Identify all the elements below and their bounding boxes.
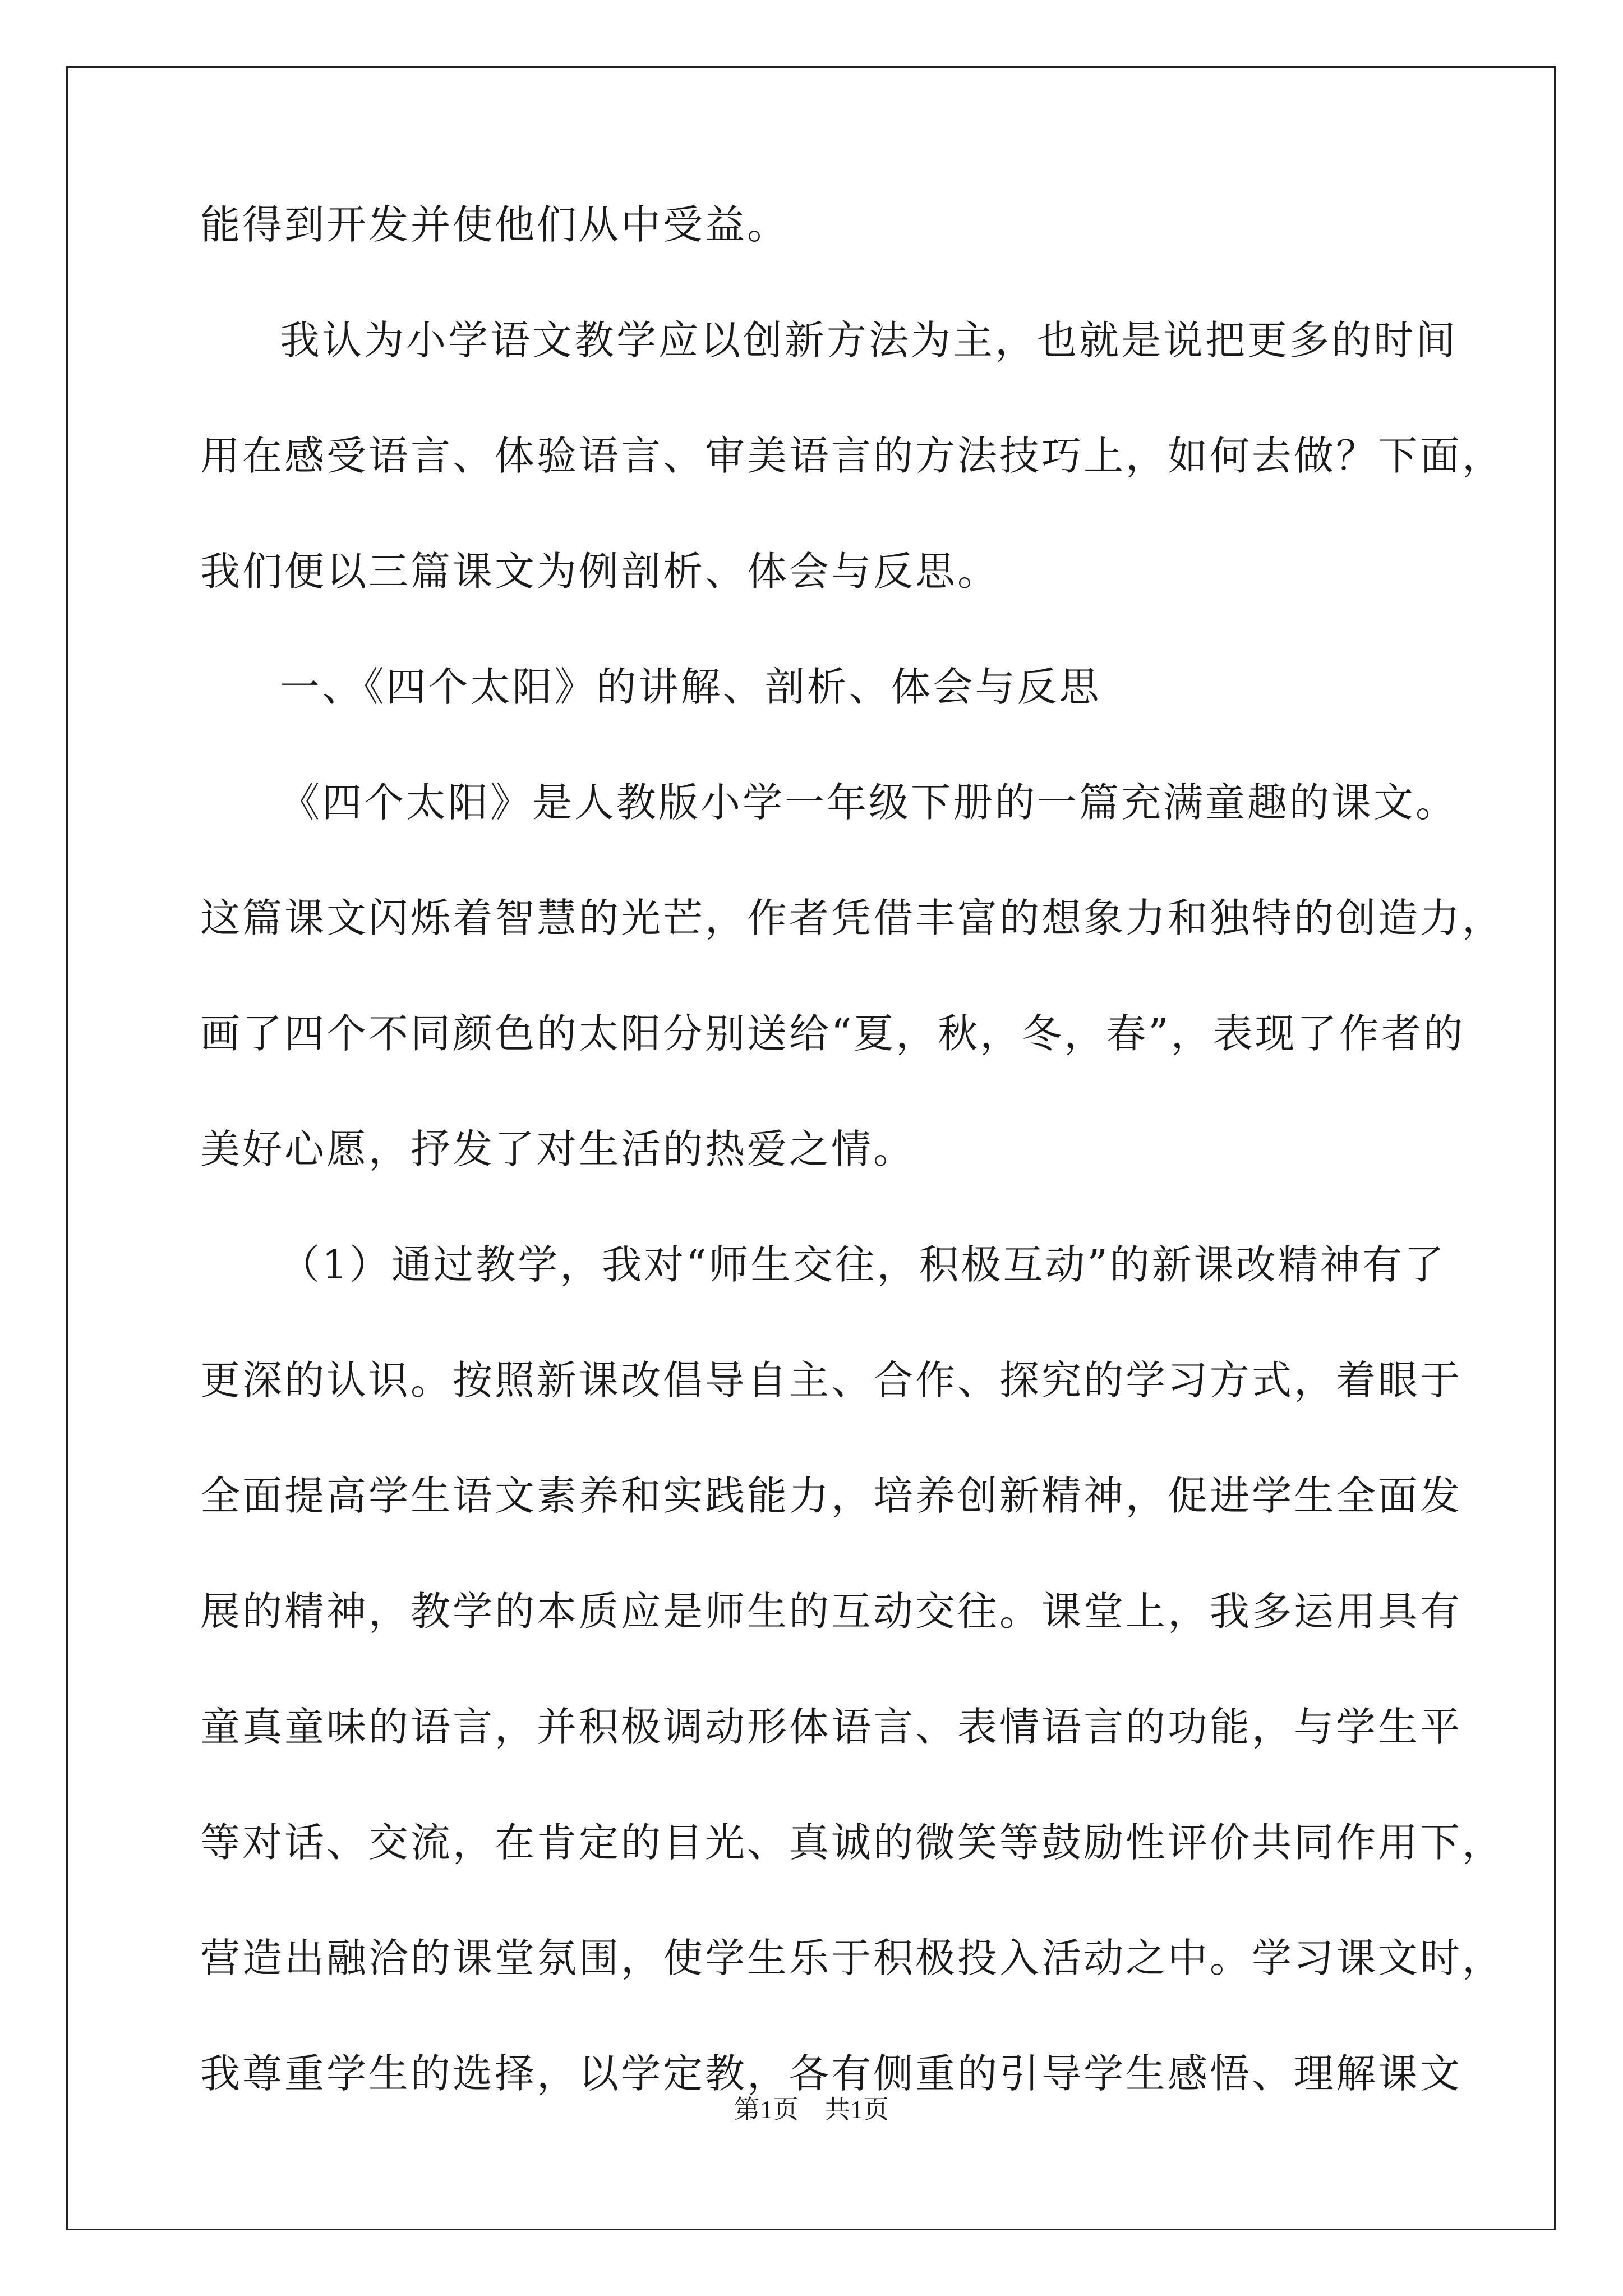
document-body bbox=[200, 201, 1505, 2169]
text-line: 我尊重学生的选择，以学定教，各有侧重的引导学生感悟、理解课文 bbox=[200, 2050, 1463, 2097]
text-line: （1）通过教学，我对“师生交往，积极互动”的新课改精神有了 bbox=[280, 1241, 1446, 1288]
text-line: 用在感受语言、体验语言、审美语言的方法技巧上，如何去做？下面， bbox=[200, 432, 1505, 479]
section-heading: 一、《四个太阳》的讲解、剖析、体会与反思 bbox=[280, 664, 1101, 710]
text-line: 能得到开发并使他们从中受益。 bbox=[200, 201, 790, 248]
text-line: 全面提高学生语文素养和实践能力，培养创新精神，促进学生全面发 bbox=[200, 1473, 1463, 1519]
text-line: 《四个太阳》是人教版小学一年级下册的一篇充满童趣的课文。 bbox=[280, 779, 1458, 826]
text-line: 我认为小学语文教学应以创新方法为主，也就是说把更多的时间 bbox=[280, 317, 1458, 364]
text-line: 营造出融洽的课堂氛围，使学生乐于积极投入活动之中。学习课文时， bbox=[200, 1935, 1505, 1981]
page-footer: 第1页 共1页 bbox=[734, 2095, 889, 2124]
text-line: 童真童味的语言，并积极调动形体语言、表情语言的功能，与学生平 bbox=[200, 1704, 1463, 1750]
text-line: 更深的认识。按照新课改倡导自主、合作、探究的学习方式，着眼于 bbox=[200, 1357, 1463, 1404]
text-line: 展的精神，教学的本质应是师生的互动交往。课堂上，我多运用具有 bbox=[200, 1588, 1463, 1635]
text-line: 等对话、交流，在肯定的目光、真诚的微笑等鼓励性评价共同作用下， bbox=[200, 1819, 1505, 1866]
text-line: 这篇课文闪烁着智慧的光芒，作者凭借丰富的想象力和独特的创造力， bbox=[200, 895, 1505, 941]
text-line: 我们便以三篇课文为例剖析、体会与反思。 bbox=[200, 548, 1000, 595]
text-line: 画了四个不同颜色的太阳分别送给“夏，秋，冬，春”，表现了作者的 bbox=[200, 1010, 1465, 1057]
text-line: 美好心愿，抒发了对生活的热爱之情。 bbox=[200, 1126, 916, 1172]
